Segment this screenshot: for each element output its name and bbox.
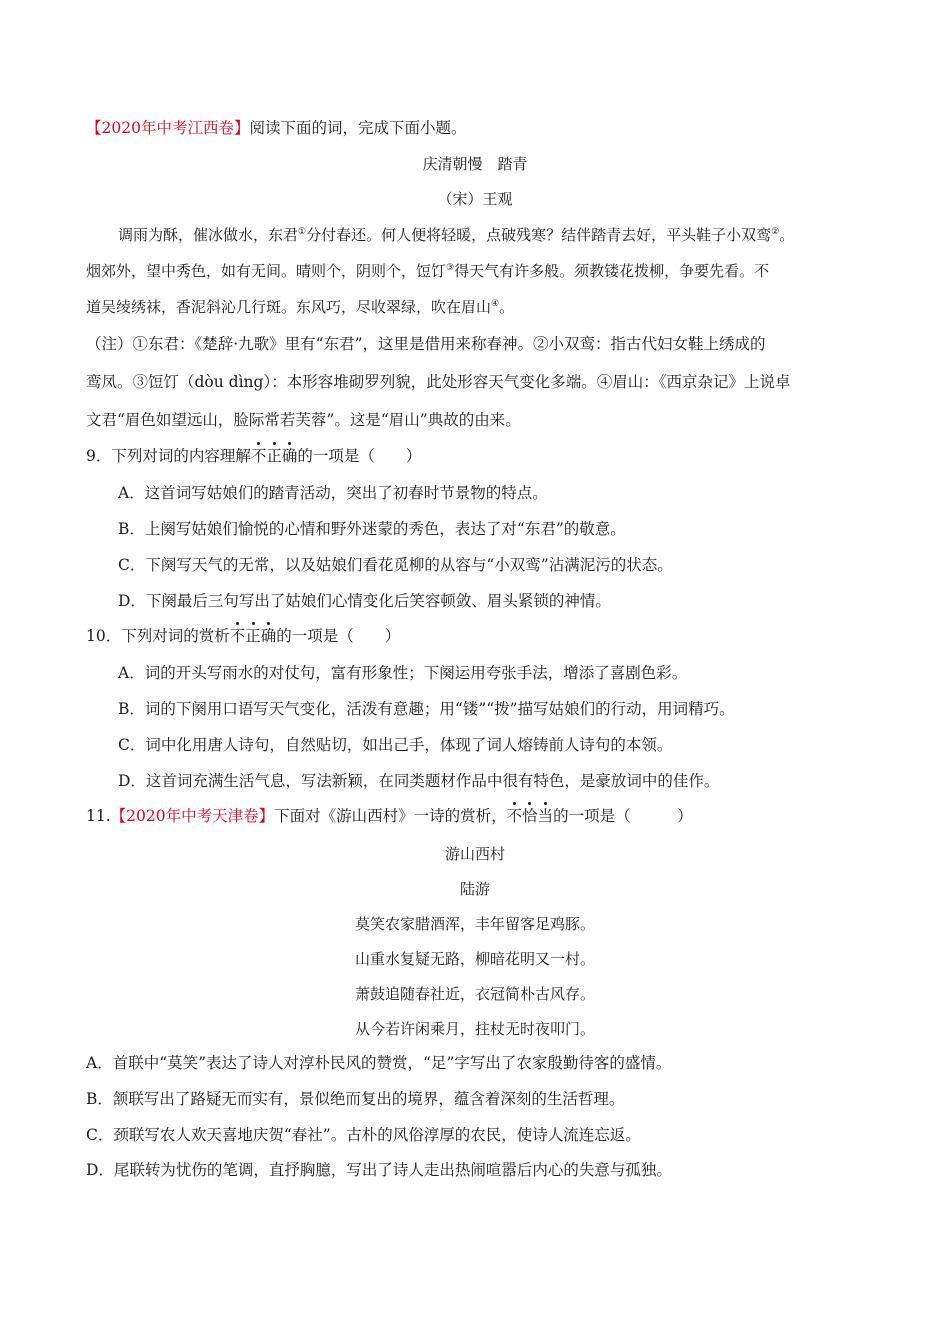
q10-option-b: B．词的下阕用口语写天气变化，活泼有意趣；用“镂”“拨”描写姑娘们的行动，用词精巧。	[118, 700, 735, 718]
poem-body-line-1	[118, 225, 794, 245]
stem-text: 的一项是（ ）	[553, 807, 693, 825]
note-line-2: 鸾凤。③饾饤（dòu dìng）：本形容堆砌罗列貌，此处形容天气变化多端。④眉山：《西京杂记》上说卓	[86, 373, 791, 391]
poem2-author: 陆游	[459, 880, 490, 898]
source-tag: 【2020年中考江西卷】	[86, 119, 250, 137]
poem-text: 道吴绫绣袜，香泥斜沁几行斑。东风巧，尽收翠绿，吹在眉山	[86, 298, 492, 316]
poem-body-line-3	[86, 297, 514, 317]
poem-text: 调雨为酥，催冰做水，东君	[118, 226, 299, 244]
intro-text: 阅读下面的词，完成下面小题。	[249, 119, 467, 137]
poem-text: 得天气有许多般。须教镂花拨柳，争要先看。不	[454, 262, 770, 280]
emphasis-char: 正	[245, 627, 261, 645]
note-line-1: （注）①东君：《楚辞·九歌》里有“东君”，这里是借用来称春神。②小双鸾：指古代妇女鞋上绣成的	[86, 335, 766, 353]
question-10-stem	[86, 626, 400, 646]
question-intro	[86, 118, 466, 138]
q11-option-d: D．尾联转为忧伤的笔调，直抒胸臆，写出了诗人走出热闹喧嚣后内心的失意与孤独。	[86, 1161, 672, 1179]
emphasis-char: 确	[281, 447, 298, 465]
q10-option-d: D．这首词充满生活气息，写法新颖，在同类题材作品中很有特色，是豪放词中的佳作。	[118, 772, 720, 790]
q9-option-d: D．下阕最后三句写出了姑娘们心情变化后笑容顿敛、眉头紧锁的神情。	[118, 592, 611, 610]
stem-text: 的一项是（ ）	[276, 627, 401, 645]
source-tag: 【2020年中考天津卷】	[110, 807, 275, 825]
emphasis-char: 不	[229, 627, 246, 645]
q10-option-c: C．词中化用唐人诗句，自然贴切，如出己手，体现了词人熔铸前人诗句的本领。	[118, 736, 673, 754]
stem-text: 10．下列对词的赏析	[86, 627, 230, 645]
poem2-verse-2: 山重水复疑无路，柳暗花明又一村。	[354, 950, 595, 968]
poem-author: （宋）王观	[437, 190, 513, 208]
footnote-marker: ③	[446, 263, 455, 273]
question-9-stem	[86, 446, 421, 466]
question-11-stem	[86, 806, 693, 826]
poem-text: 分付春还。何人便将轻暖，点破残寒？结伴踏青去好，平头鞋子小双鸾	[306, 226, 772, 244]
q11-option-c: C．颈联写农人欢天喜地庆贺“春社”。古朴的风俗淳厚的农民，使诗人流连忘返。	[86, 1126, 641, 1144]
q9-option-b: B．上阕写姑娘们愉悦的心情和野外迷蒙的秀色，表达了对“东君”的敬意。	[118, 520, 626, 538]
emphasis-char: 不	[250, 447, 267, 465]
footnote-marker: ②	[771, 227, 780, 237]
emphasis-char: 当	[537, 807, 554, 825]
footnote-marker: ④	[491, 299, 500, 309]
stem-text: 9．下列对词的内容理解	[86, 447, 251, 465]
q9-option-c: C．下阕写天气的无常，以及姑娘们看花觅柳的从容与“小双鸾”沾满泥污的状态。	[118, 556, 673, 574]
emphasis-char: 恰	[522, 807, 538, 825]
poem2-verse-4: 从今若许闲乘月，拄杖无时夜叩门。	[354, 1020, 595, 1038]
stem-text: 下面对《游山西村》一诗的赏析，	[274, 807, 507, 825]
poem-text: 。	[499, 298, 515, 316]
poem-text: 烟郊外，望中秀色，如有无间。晴则个，阴则个，饾饤	[86, 262, 447, 280]
poem-title: 庆清朝慢 踏青	[422, 155, 528, 173]
stem-text: 的一项是（ ）	[297, 447, 422, 465]
q11-option-b: B．颔联写出了路疑无而实有，景似绝而复出的境界，蕴含着深刻的生活哲理。	[86, 1090, 625, 1108]
poem-text: 。	[779, 226, 795, 244]
poem2-verse-1: 莫笑农家腊酒浑，丰年留客足鸡豚。	[354, 915, 595, 933]
q9-option-a: A．这首词写姑娘们的踏青活动，突出了初春时节景物的特点。	[118, 484, 548, 502]
poem-body-line-2	[86, 261, 769, 281]
emphasis-char: 不	[506, 807, 523, 825]
emphasis-char: 确	[260, 627, 277, 645]
poem2-title: 游山西村	[444, 845, 505, 863]
note-line-3: 文君“眉色如望远山，脸际常若芙蓉”。这是“眉山”典故的由来。	[86, 411, 521, 429]
q11-option-a: A．首联中“莫笑”表达了诗人对淳朴民风的赞赏，“足”字写出了农家殷勤待客的盛情。	[86, 1054, 672, 1072]
q10-option-a: A．词的开头写雨水的对仗句，富有形象性；下阕运用夸张手法，增添了喜剧色彩。	[118, 664, 688, 682]
footnote-marker: ①	[298, 227, 307, 237]
poem2-verse-3: 萧鼓追随春社近，衣冠简朴古风存。	[354, 985, 595, 1003]
emphasis-char: 正	[266, 447, 282, 465]
question-number: 11.	[86, 807, 111, 825]
